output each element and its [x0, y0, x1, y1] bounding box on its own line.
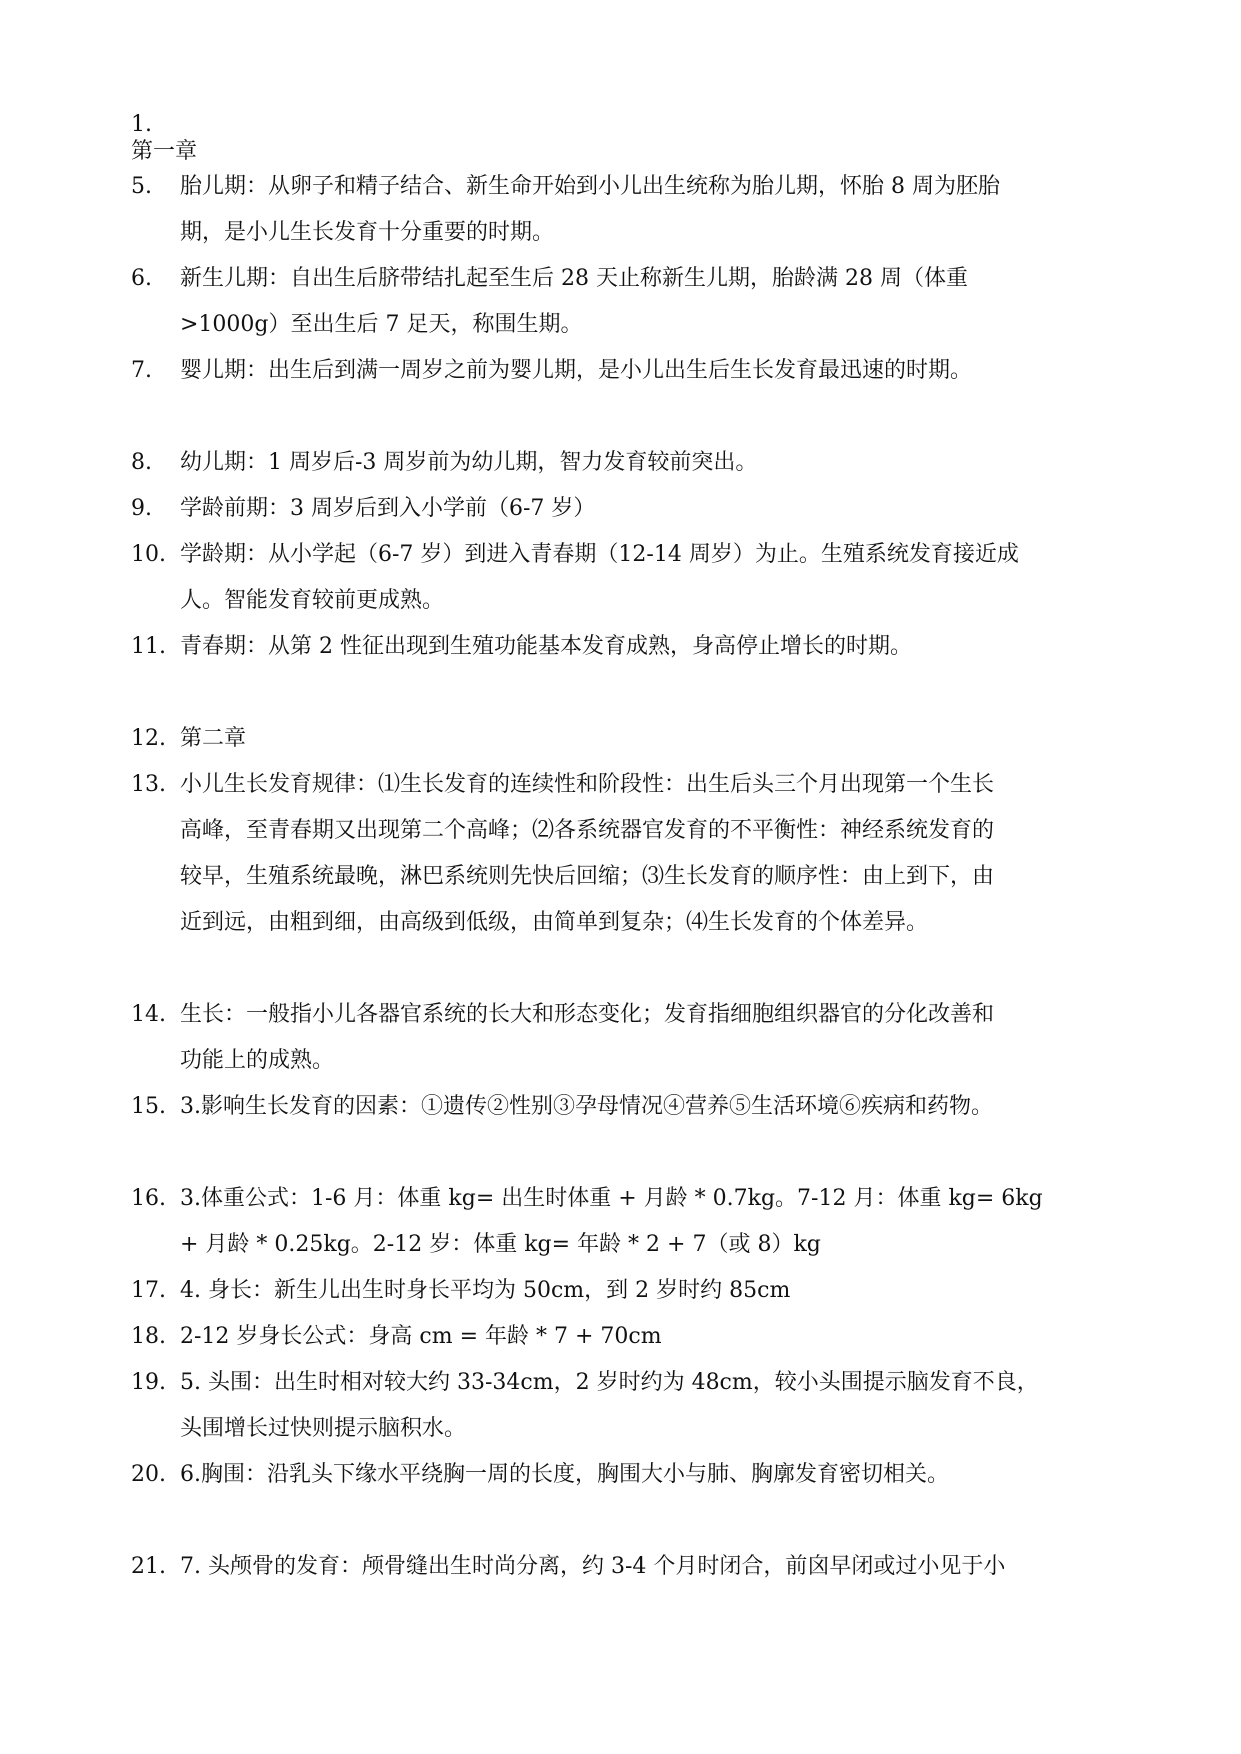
item-text-continued: 人。智能发育较前更成熟。	[180, 588, 445, 613]
item-text: 第二章	[180, 726, 247, 751]
item-text-continued: 头围增长过快则提示脑积水。	[180, 1416, 467, 1441]
item-number: 17.	[131, 1278, 166, 1303]
item-number: 5.	[131, 174, 152, 199]
item-text: 5. 头围：出生时相对较大约 33-34cm，2 岁时约为 48cm，较小头围提示脑发育不良，	[180, 1370, 1039, 1395]
item-number: 16.	[131, 1186, 166, 1211]
item-number: 6.	[131, 266, 152, 291]
item-text: 小儿生长发育规律：⑴生长发育的连续性和阶段性：出生后头三个月出现第一个生长	[180, 772, 995, 797]
item-text: 学龄期：从小学起（6-7 岁）到进入青春期（12-14 周岁）为止。生殖系统发育接近成	[180, 542, 1019, 567]
item-text-continued: 高峰，至青春期又出现第二个高峰；⑵各系统器官发育的不平衡性：神经系统发育的	[180, 818, 995, 843]
chapter-title: 第一章	[131, 139, 198, 164]
item-number: 18.	[131, 1324, 166, 1349]
item-number: 15.	[131, 1094, 166, 1119]
item-text-continued: 期，是小儿生长发育十分重要的时期。	[180, 220, 555, 245]
item-text: 婴儿期：出生后到满一周岁之前为婴儿期，是小儿出生后生长发育最迅速的时期。	[180, 358, 973, 383]
item-number: 19.	[131, 1370, 166, 1395]
item-number: 7.	[131, 358, 152, 383]
item-text: 胎儿期：从卵子和精子结合、新生命开始到小儿出生统称为胎儿期，怀胎 8 周为胚胎	[180, 174, 1000, 199]
item-text: 新生儿期：自出生后脐带结扎起至生后 28 天止称新生儿期，胎龄满 28 周（体重	[180, 266, 968, 291]
item-text-continued: >1000g）至出生后 7 足天，称围生期。	[180, 312, 583, 337]
item-text: 3.体重公式：1-6 月：体重 kg= 出生时体重 + 月龄 * 0.7kg。7-12 月：体重 kg= 6kg	[180, 1186, 1043, 1211]
item-text: 2-12 岁身长公式：身高 cm = 年龄 * 7 + 70cm	[180, 1324, 662, 1349]
item-text: 青春期：从第 2 性征出现到生殖功能基本发育成熟，身高停止增长的时期。	[180, 634, 912, 659]
item-number: 9.	[131, 496, 152, 521]
item-text: 幼儿期：1 周岁后-3 周岁前为幼儿期，智力发育较前突出。	[180, 450, 758, 475]
item-text-continued: 近到远，由粗到细，由高级到低级，由简单到复杂；⑷生长发育的个体差异。	[180, 910, 929, 935]
item-number: 11.	[131, 634, 166, 659]
item-text-continued: 功能上的成熟。	[180, 1048, 335, 1073]
header-number: 1.	[131, 112, 152, 137]
item-number: 20.	[131, 1462, 166, 1487]
item-number: 21.	[131, 1554, 166, 1579]
item-text-continued: + 月龄 * 0.25kg。2-12 岁：体重 kg= 年龄 * 2 + 7（或 8）kg	[180, 1232, 821, 1257]
item-text: 学龄前期：3 周岁后到入小学前（6-7 岁）	[180, 496, 596, 521]
item-text: 6.胸围：沿乳头下缘水平绕胸一周的长度，胸围大小与肺、胸廓发育密切相关。	[180, 1462, 949, 1487]
item-number: 12.	[131, 726, 166, 751]
item-text: 3.影响生长发育的因素：①遗传②性别③孕母情况④营养⑤生活环境⑥疾病和药物。	[180, 1094, 993, 1119]
item-number: 13.	[131, 772, 166, 797]
item-text: 4. 身长：新生儿出生时身长平均为 50cm，到 2 岁时约 85cm	[180, 1278, 791, 1303]
item-number: 10.	[131, 542, 166, 567]
item-number: 8.	[131, 450, 152, 475]
item-number: 14.	[131, 1002, 166, 1027]
item-text: 生长：一般指小儿各器官系统的长大和形态变化；发育指细胞组织器官的分化改善和	[180, 1002, 995, 1027]
item-text: 7. 头颅骨的发育：颅骨缝出生时尚分离，约 3-4 个月时闭合，前囟早闭或过小见于小	[180, 1554, 1006, 1579]
item-text-continued: 较早，生殖系统最晚，淋巴系统则先快后回缩；⑶生长发育的顺序性：由上到下，由	[180, 864, 995, 889]
